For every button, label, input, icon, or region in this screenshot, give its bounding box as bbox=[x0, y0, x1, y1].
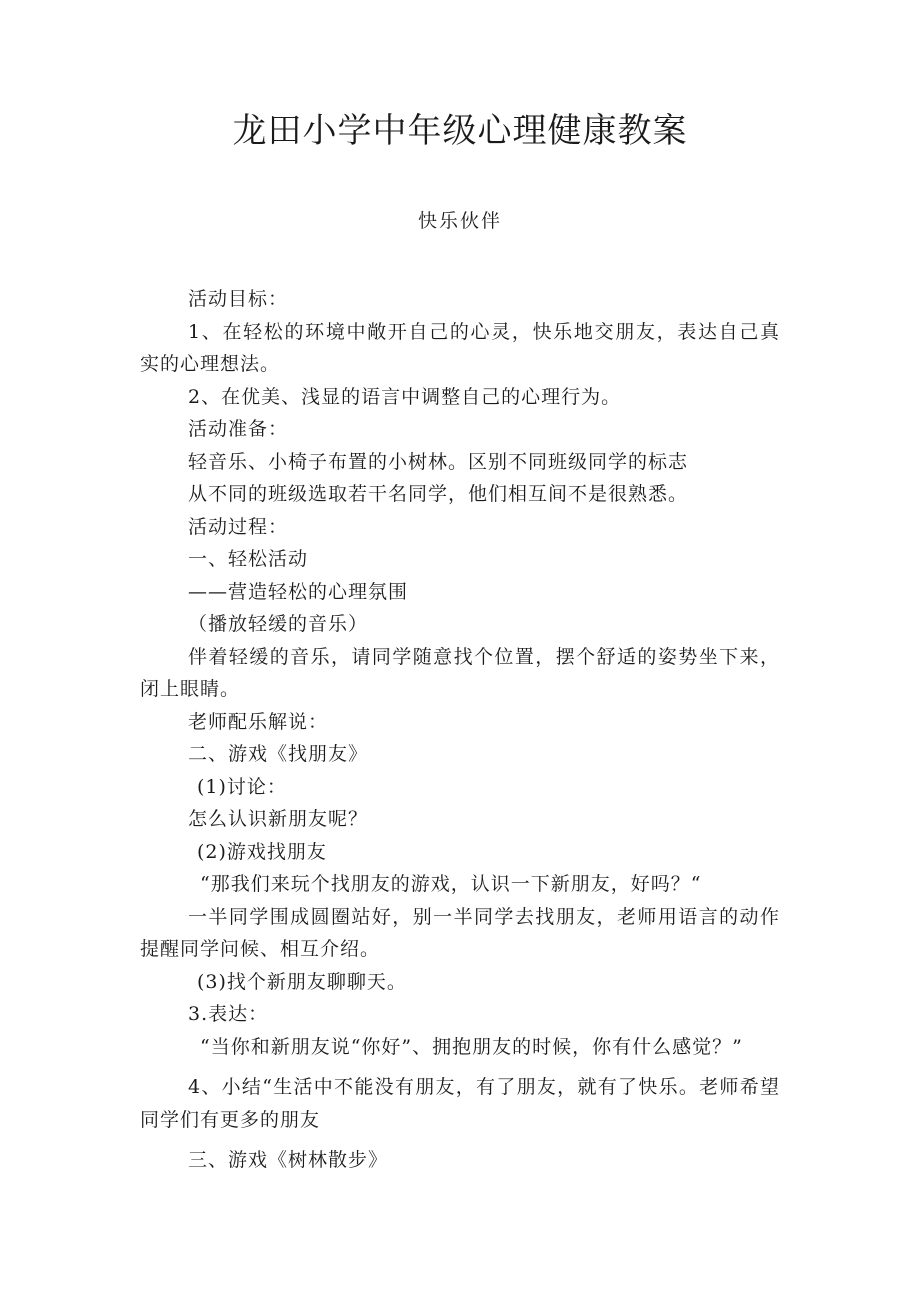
step-heading-2: 二、游戏《找朋友》 bbox=[188, 743, 369, 765]
document-title: 龙田小学中年级心理健康教案 bbox=[232, 111, 688, 151]
summary: 4、小结“生活中不能没有朋友，有了朋友，就有了快乐。老师希望同学们有更多的朋友 bbox=[140, 1076, 780, 1131]
section-heading-goals: 活动目标： bbox=[188, 288, 289, 310]
step-subtitle-1: ——营造轻松的心理氛围 bbox=[188, 580, 409, 603]
step-heading-4: 三、游戏《树林散步》 bbox=[188, 1149, 389, 1171]
document-body bbox=[140, 283, 780, 1177]
teacher-narration-label: 老师配乐解说： bbox=[188, 710, 329, 733]
section-heading-process: 活动过程： bbox=[188, 515, 289, 538]
teacher-quote-1: “那我们来玩个找朋友的游戏，认识一下新朋友，好吗？“ bbox=[200, 873, 702, 895]
discussion-question: 怎么认识新朋友呢？ bbox=[188, 808, 369, 830]
stage-direction: （播放轻缓的音乐） bbox=[188, 613, 369, 635]
goal-item-2: 2、在优美、浅显的语言中调整自己的心理行为。 bbox=[188, 385, 622, 408]
teacher-quote-2: “当你和新朋友说“你好”、拥抱朋友的时候，你有什么感觉？” bbox=[200, 1035, 743, 1058]
goal-item-1: 1、在轻松的环境中敞开自己的心灵，快乐地交朋友，表达自己真实的心理想法。 bbox=[140, 320, 780, 375]
preparation-item-1: 轻音乐、小椅子布置的小树林。区别不同班级同学的标志 bbox=[188, 450, 689, 473]
step-heading-3: 3.表达： bbox=[188, 1003, 269, 1025]
sub-step-1: (1)讨论： bbox=[197, 775, 287, 798]
document-subtitle: 快乐伙伴 bbox=[417, 210, 502, 232]
preparation-item-2: 从不同的班级选取若干名同学，他们相互间不是很熟悉。 bbox=[188, 483, 689, 505]
step-heading-1: 一、轻松活动 bbox=[188, 548, 309, 570]
step-1-instruction: 伴着轻缓的音乐，请同学随意找个位置，摆个舒适的姿势坐下来，闭上眼睛。 bbox=[140, 645, 780, 700]
game-instruction: 一半同学围成圆圈站好，别一半同学去找朋友，老师用语言的动作提醒同学问候、相互介绍。 bbox=[140, 905, 780, 960]
sub-step-2: (2)游戏找朋友 bbox=[197, 840, 327, 863]
sub-step-3: (3)找个新朋友聊聊天。 bbox=[197, 970, 407, 993]
section-heading-preparation: 活动准备： bbox=[188, 418, 289, 440]
